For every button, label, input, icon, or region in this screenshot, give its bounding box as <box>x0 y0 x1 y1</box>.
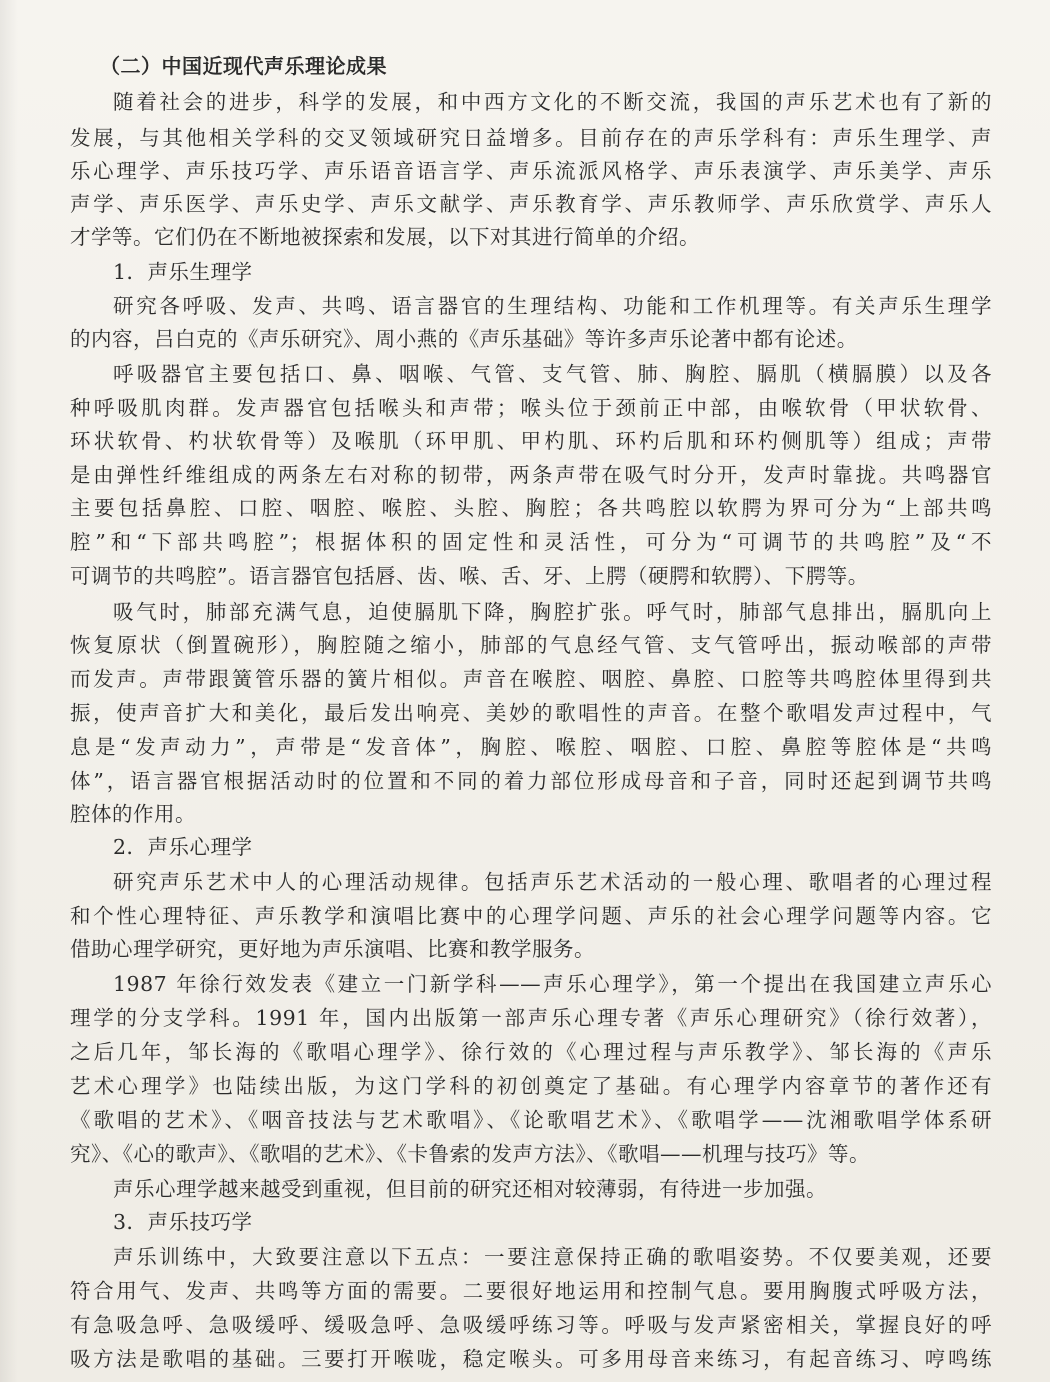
text-line: 吸气时，肺部充满气息，迫使膈肌下降，胸腔扩张。呼气时，肺部气息排出，膈肌向上 <box>113 600 992 624</box>
text-line: 而发声。声带跟簧管乐器的簧片相似。声音在喉腔、咽腔、鼻腔、口腔等共鸣腔体里得到共 <box>70 667 992 691</box>
text-line: 可调节的共鸣腔”。语言器官包括唇、齿、喉、舌、牙、上腭（硬腭和软腭）、下腭等。 <box>70 564 869 588</box>
text-line: 的内容，吕白克的《声乐研究》、周小燕的《声乐基础》等许多声乐论著中都有论述。 <box>70 327 858 351</box>
text-line: 理学的分支学科。1991 年，国内出版第一部声乐心理专著《声乐心理研究》（徐行效著）， <box>70 1006 992 1030</box>
text-line: 声乐心理学越来越受到重视，但目前的研究还相对较薄弱，有待进一步加强。 <box>113 1177 827 1201</box>
text-line: 才学等。它们仍在不断地被探索和发展，以下对其进行简单的介绍。 <box>70 225 700 249</box>
section-heading: （二）中国近现代声乐理论成果 <box>100 54 387 78</box>
subheading: 2．声乐心理学 <box>113 835 253 859</box>
text-line: 符合用气、发声、共鸣等方面的需要。二要很好地运用和控制气息。要用胸腹式呼吸方法， <box>70 1279 992 1303</box>
subheading: 3．声乐技巧学 <box>113 1210 253 1234</box>
text-line: 主要包括鼻腔、口腔、咽腔、喉腔、头腔、胸腔；各共鸣腔以软腭为界可分为“上部共鸣 <box>70 496 992 520</box>
text-line: 究》、《心的歌声》、《歌唱的艺术》、《卡鲁索的发声方法》、《歌唱——机理与技巧》等。 <box>70 1142 870 1166</box>
text-line: 《歌唱的艺术》、《咽音技法与艺术歌唱》、《论歌唱艺术》、《歌唱学——沈湘歌唱学体系研 <box>70 1108 992 1132</box>
text-line: 种呼吸肌肉群。发声器官包括喉头和声带；喉头位于颈前正中部，由喉软骨（甲状软骨、 <box>70 396 992 420</box>
text-line: 之后几年，邹长海的《歌唱心理学》、徐行效的《心理过程与声乐教学》、邹长海的《声乐 <box>70 1040 992 1064</box>
text-line: 振，使声音扩大和美化，最后发出响亮、美妙的歌唱性的声音。在整个歌唱发声过程中，气 <box>70 701 992 725</box>
text-line: 恢复原状（倒置碗形），胸腔随之缩小，肺部的气息经气管、支气管呼出，振动喉部的声带 <box>70 633 992 657</box>
text-line: 腔体的作用。 <box>70 802 196 826</box>
subheading: 1．声乐生理学 <box>113 260 253 284</box>
text-line: 乐心理学、声乐技巧学、声乐语音语言学、声乐流派风格学、声乐表演学、声乐美学、声乐 <box>70 159 992 183</box>
text-line: 研究声乐艺术中人的心理活动规律。包括声乐艺术活动的一般心理、歌唱者的心理过程 <box>113 870 992 894</box>
text-line: 随着社会的进步，科学的发展，和中西方文化的不断交流，我国的声乐艺术也有了新的 <box>113 90 992 114</box>
text-line: 声乐训练中，大致要注意以下五点：一要注意保持正确的歌唱姿势。不仅要美观，还要 <box>113 1245 992 1269</box>
text-line: 呼吸器官主要包括口、鼻、咽喉、气管、支气管、肺、胸腔、膈肌（横膈膜）以及各 <box>113 362 992 386</box>
text-line: 艺术心理学》也陆续出版，为这门学科的初创奠定了基础。有心理学内容章节的著作还有 <box>70 1074 992 1098</box>
text-line: 声学、声乐医学、声乐史学、声乐文献学、声乐教育学、声乐教师学、声乐欣赏学、声乐人 <box>70 192 992 216</box>
text-line: 是由弹性纤维组成的两条左右对称的韧带，两条声带在吸气时分开，发声时靠拢。共鸣器官 <box>70 463 992 487</box>
text-line: 借助心理学研究，更好地为声乐演唱、比赛和教学服务。 <box>70 937 595 961</box>
text-line: 发展，与其他相关学科的交叉领域研究日益增多。目前存在的声乐学科有：声乐生理学、声 <box>70 126 992 150</box>
text-line: 腔”和“下部共鸣腔”；根据体积的固定性和灵活性，可分为“可调节的共鸣腔”及“不 <box>70 530 992 554</box>
text-line: 环状软骨、杓状软骨等）及喉肌（环甲肌、甲杓肌、环杓后肌和环杓侧肌等）组成；声带 <box>70 429 992 453</box>
text-line: 息是“发声动力”，声带是“发音体”，胸腔、喉腔、咽腔、口腔、鼻腔等腔体是“共鸣 <box>70 735 992 759</box>
text-line: 有急吸急呼、急吸缓呼、缓吸急呼、急吸缓呼练习等。呼吸与发声紧密相关，掌握良好的呼 <box>70 1313 992 1337</box>
text-line: 研究各呼吸、发声、共鸣、语言器官的生理结构、功能和工作机理等。有关声乐生理学 <box>113 294 992 318</box>
text-line: 吸方法是歌唱的基础。三要打开喉咙，稳定喉头。可多用母音来练习，有起音练习、哼鸣练 <box>70 1347 992 1371</box>
text-line: 和个性心理特征、声乐教学和演唱比赛中的心理学问题、声乐的社会心理学问题等内容。它 <box>70 904 992 928</box>
text-line: 1987 年徐行效发表《建立一门新学科——声乐心理学》，第一个提出在我国建立声乐心 <box>113 972 992 996</box>
text-line: 体”，语言器官根据活动时的位置和不同的着力部位形成母音和子音，同时还起到调节共鸣 <box>70 769 992 793</box>
